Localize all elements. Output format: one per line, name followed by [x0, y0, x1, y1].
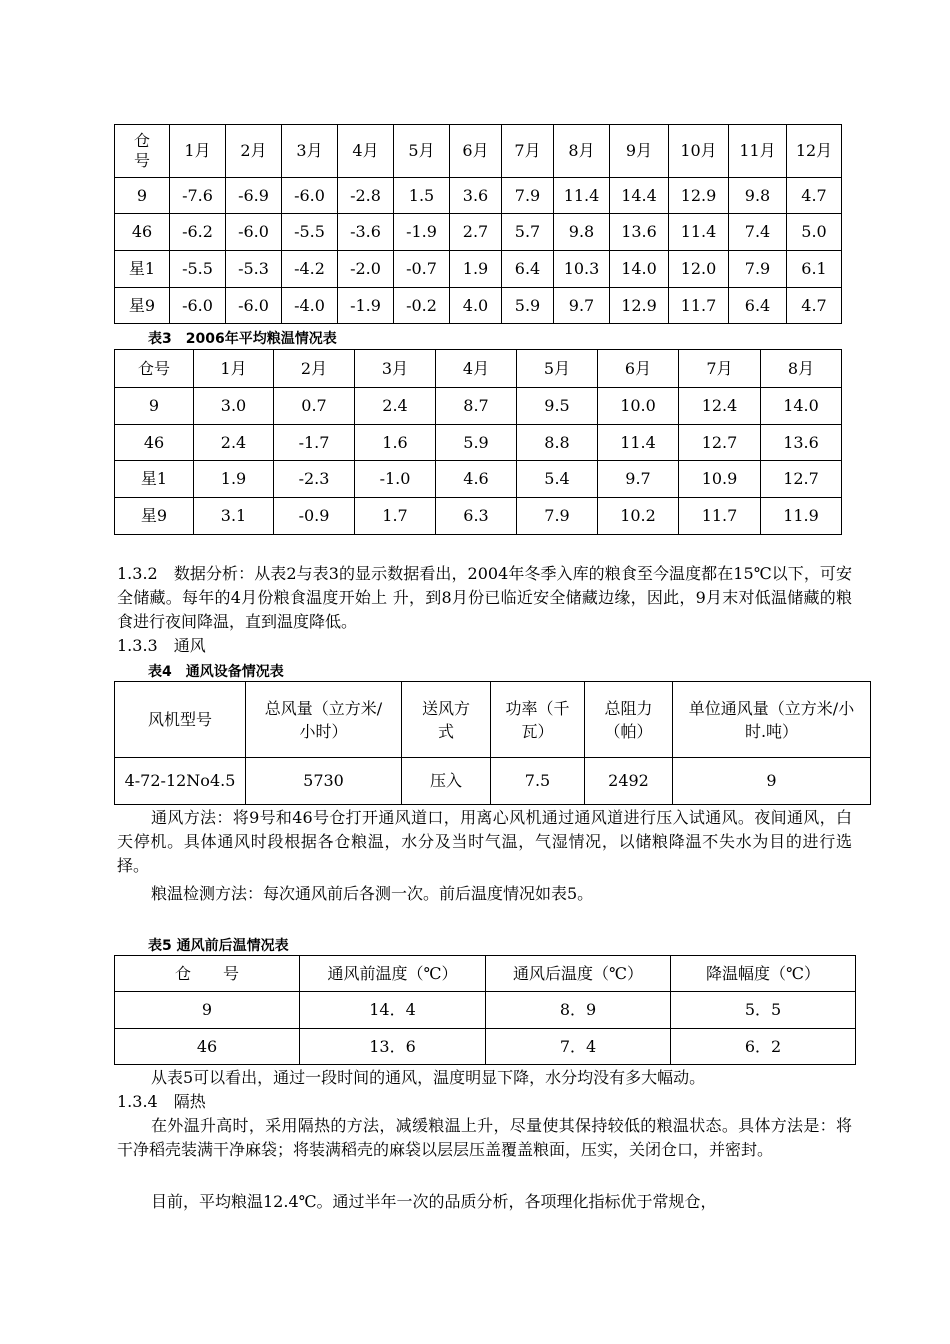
table-cell: 4.7 [787, 178, 842, 214]
paragraph-insulation-method: 在外温升高时，采用隔热的方法，减缓粮温上升，尽量使其保持较低的粮温状态。具体方法是：将干净稻壳装满干净麻袋；将装满稻壳的麻袋以层层压盖覆盖粮面，压实，关闭仓口，并密封。 [117, 1116, 852, 1159]
table-cell: 星9 [115, 288, 170, 324]
table-cell: 5.0 [787, 214, 842, 251]
table-header-cell: 7月 [502, 125, 554, 178]
table-row [115, 288, 842, 324]
table-cell: -5.5 [170, 251, 226, 288]
table-cell: -3.6 [338, 214, 394, 251]
table-cell: 9.7 [554, 288, 610, 324]
table-header-cell: 总风量（立方米/小时） [246, 682, 402, 758]
table-cell: 星1 [115, 461, 194, 498]
table-cell: 10.0 [598, 388, 679, 425]
table-row [115, 251, 842, 288]
table-cell: 13.6 [610, 214, 669, 251]
table-cell: 1.7 [355, 498, 436, 535]
table-cell: 5.9 [502, 288, 554, 324]
table-cell: 8．9 [486, 992, 671, 1029]
table-cell: -4.0 [282, 288, 338, 324]
table-cell: -2.0 [338, 251, 394, 288]
table-temperature-before-after-ventilation [114, 955, 856, 1065]
table-cell: 8.8 [517, 425, 598, 461]
table-header-cell: 功率（千瓦） [491, 682, 585, 758]
table-cell: 2.4 [355, 388, 436, 425]
table-header-cell: 5月 [394, 125, 450, 178]
table-row [115, 214, 842, 251]
table-cell: 11.4 [598, 425, 679, 461]
paragraph-ventilation-method: 通风方法：将9号和46号仓打开通风道口，用离心风机通过通风道进行压入试通风。夜间通风，白天停机。具体通风时段根据各仓粮温，水分及当时气温，气湿情况，以储粮降温不失水为目的进行选择。 [117, 808, 852, 875]
table-row [115, 178, 842, 214]
table-cell: 12.9 [610, 288, 669, 324]
table-cell: 压入 [402, 758, 491, 805]
table-cell: 9 [115, 388, 194, 425]
table-cell: 46 [115, 1029, 300, 1065]
table-cell: 9 [115, 992, 300, 1029]
table-header-cell: 3月 [355, 350, 436, 388]
paragraph-temperature-check: 粮温检测方法：每次通风前后各测一次。前后温度情况如表5。 [151, 884, 594, 903]
table-cell: 2.7 [450, 214, 502, 251]
table-header-cell: 通风后温度（℃） [486, 956, 671, 992]
table-cell: 14.4 [610, 178, 669, 214]
table-cell: 9 [673, 758, 871, 805]
table-cell: 6.4 [729, 288, 787, 324]
section-heading-insulation: 1.3.4 隔热 [117, 1092, 206, 1111]
table-header-cell: 4月 [338, 125, 394, 178]
table-row [115, 425, 842, 461]
table-cell: 46 [115, 214, 170, 251]
table-cell: 5730 [246, 758, 402, 805]
table-cell: 5.4 [517, 461, 598, 498]
table-cell: 11.7 [669, 288, 729, 324]
table-cell: 4.7 [787, 288, 842, 324]
table-cell: -5.3 [226, 251, 282, 288]
table-2006-average-grain-temperature [114, 349, 842, 535]
table-header-cell: 3月 [282, 125, 338, 178]
table-row [115, 1029, 856, 1065]
table-cell: -0.2 [394, 288, 450, 324]
table-cell: -1.7 [274, 425, 355, 461]
table-cell: 9.8 [729, 178, 787, 214]
table-cell: 7.5 [491, 758, 585, 805]
table-header-cell: 仓 号 [115, 956, 300, 992]
table-header-cell: 8月 [761, 350, 842, 388]
table-cell: 13．6 [300, 1029, 486, 1065]
table-header-cell: 风机型号 [115, 682, 246, 758]
table4-caption: 表4 通风设备情况表 [148, 664, 284, 680]
paragraph-data-analysis: 1.3.2 数据分析：从表2与表3的显示数据看出，2004年冬季入库的粮食至今温度都在15℃以下，可安全储藏。每年的4月份粮食温度开始上 升，到8月份已临近安全储藏边缘，因此，9月末对低温储藏的粮食进行夜间降温，直到温度降低。 [117, 564, 852, 631]
table-cell: 12.4 [679, 388, 761, 425]
table-header-cell: 5月 [517, 350, 598, 388]
table-cell: 12.7 [761, 461, 842, 498]
table-header-cell: 2月 [226, 125, 282, 178]
table-header-cell: 2月 [274, 350, 355, 388]
table-cell: 1.9 [194, 461, 274, 498]
table-cell: 12.0 [669, 251, 729, 288]
table-header-cell: 降温幅度（℃） [671, 956, 856, 992]
table-header-cell: 4月 [436, 350, 517, 388]
table-header-cell: 11月 [729, 125, 787, 178]
table-cell: 2.4 [194, 425, 274, 461]
table-cell: 14.0 [761, 388, 842, 425]
table-cell: 6.1 [787, 251, 842, 288]
table-cell: 10.9 [679, 461, 761, 498]
table-cell: -4.2 [282, 251, 338, 288]
table3-caption: 表3 2006年平均粮温情况表 [148, 331, 337, 347]
table-header-cell: 6月 [598, 350, 679, 388]
table-header-cell: 1月 [170, 125, 226, 178]
table-cell: 4-72-12No4.5 [115, 758, 246, 805]
table-cell: 5.7 [502, 214, 554, 251]
table-cell: 14．4 [300, 992, 486, 1029]
table-cell: 46 [115, 425, 194, 461]
table-cell: -7.6 [170, 178, 226, 214]
table-cell: 12.9 [669, 178, 729, 214]
table-cell: 7.4 [729, 214, 787, 251]
table-cell: 星9 [115, 498, 194, 535]
table-header-cell: 10月 [669, 125, 729, 178]
table-header-cell: 8月 [554, 125, 610, 178]
table-cell: -6.9 [226, 178, 282, 214]
table-header-cell: 7月 [679, 350, 761, 388]
table-header-cell: 送风方式 [402, 682, 491, 758]
table-header-cell: 仓号 [115, 350, 194, 388]
table-cell: 11.7 [679, 498, 761, 535]
table-cell: 10.2 [598, 498, 679, 535]
table-ventilation-equipment [114, 681, 871, 805]
table-cell: 3.6 [450, 178, 502, 214]
table-header-cell: 总阻力（帕） [585, 682, 673, 758]
table-row [115, 992, 856, 1029]
table-cell: 1.9 [450, 251, 502, 288]
table-cell: 11.9 [761, 498, 842, 535]
table-cell: 1.6 [355, 425, 436, 461]
table-cell: -1.0 [355, 461, 436, 498]
table-cell: 9.8 [554, 214, 610, 251]
table-cell: -2.8 [338, 178, 394, 214]
table-header-cell: 仓 号 [115, 125, 170, 178]
table5-caption: 表5 通风前后温情况表 [148, 938, 289, 954]
table-cell: 1.5 [394, 178, 450, 214]
table-cell: -6.0 [226, 214, 282, 251]
section-heading-ventilation: 1.3.3 通风 [117, 636, 206, 655]
table-row [115, 758, 871, 805]
table-cell: 8.7 [436, 388, 517, 425]
table-cell: -6.0 [170, 288, 226, 324]
table-cell: 9 [115, 178, 170, 214]
table-cell: 14.0 [610, 251, 669, 288]
table-cell: 10.3 [554, 251, 610, 288]
table-cell: -6.2 [170, 214, 226, 251]
table-cell: -5.5 [282, 214, 338, 251]
table-cell: 7.9 [729, 251, 787, 288]
table-cell: 6.3 [436, 498, 517, 535]
table-cell: 4.0 [450, 288, 502, 324]
table-cell: 3.1 [194, 498, 274, 535]
table-cell: -0.7 [394, 251, 450, 288]
table-header-cell: 6月 [450, 125, 502, 178]
table-cell: 5．5 [671, 992, 856, 1029]
table-cell: 11.4 [554, 178, 610, 214]
table-cell: 5.9 [436, 425, 517, 461]
table-row [115, 461, 842, 498]
table-cell: 9.7 [598, 461, 679, 498]
table-cell: 7．4 [486, 1029, 671, 1065]
table-cell: 7.9 [517, 498, 598, 535]
table-cell: -6.0 [282, 178, 338, 214]
table-cell: -0.9 [274, 498, 355, 535]
table-row [115, 498, 842, 535]
table-cell: 12.7 [679, 425, 761, 461]
table-header-cell: 通风前温度（℃） [300, 956, 486, 992]
paragraph-table5-conclusion: 从表5可以看出，通过一段时间的通风，温度明显下降，水分均没有多大幅动。 [151, 1068, 706, 1087]
table-cell: 13.6 [761, 425, 842, 461]
table-cell: 11.4 [669, 214, 729, 251]
table-cell: 9.5 [517, 388, 598, 425]
table-header-cell: 单位通风量（立方米/小时.吨） [673, 682, 871, 758]
table-row [115, 388, 842, 425]
paragraph-current-status: 目前，平均粮温12.4℃。通过半年一次的品质分析，各项理化指标优于常规仓， [151, 1192, 717, 1211]
table-cell: -1.9 [338, 288, 394, 324]
table-header-cell: 9月 [610, 125, 669, 178]
table-cell: -1.9 [394, 214, 450, 251]
table-cell: 星1 [115, 251, 170, 288]
table-cell: -2.3 [274, 461, 355, 498]
table-header-cell: 1月 [194, 350, 274, 388]
table-cell: 4.6 [436, 461, 517, 498]
table-cell: -6.0 [226, 288, 282, 324]
table-cell: 3.0 [194, 388, 274, 425]
table-header-cell: 12月 [787, 125, 842, 178]
table-cell: 6.4 [502, 251, 554, 288]
table-cell: 7.9 [502, 178, 554, 214]
table-monthly-temperature-full-year [114, 124, 842, 324]
table-cell: 6．2 [671, 1029, 856, 1065]
table-cell: 2492 [585, 758, 673, 805]
table-cell: 0.7 [274, 388, 355, 425]
